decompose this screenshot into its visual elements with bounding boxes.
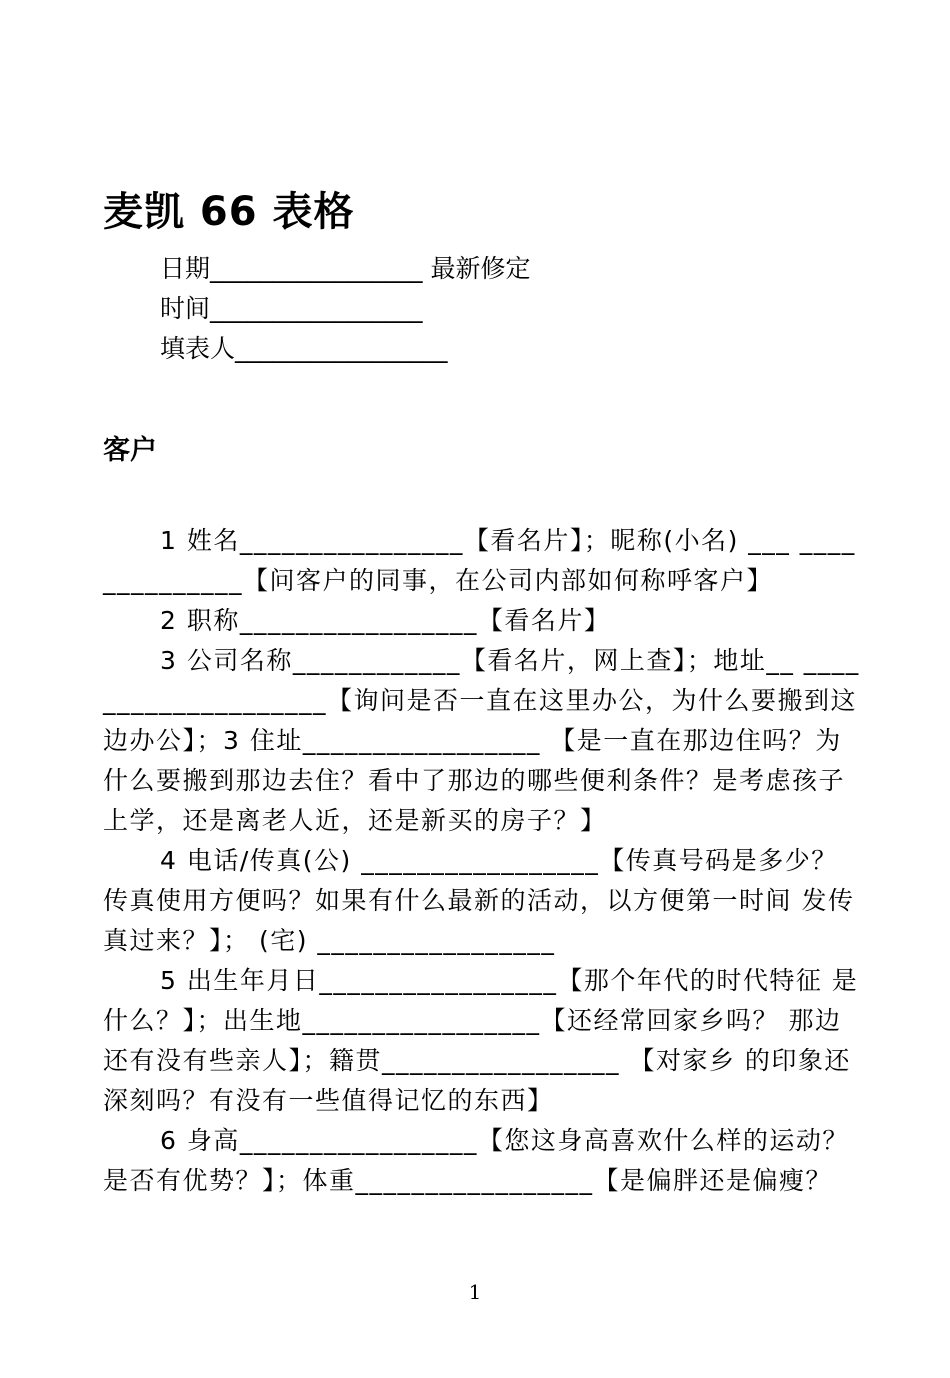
field-paragraph-name: 1 姓名________________【看名片】；昵称(小名) ___ ______________【问客户的同事，在公司内部如何称呼客户】 <box>103 526 856 595</box>
section-title: 客户 <box>103 435 157 466</box>
field-paragraph-height: 6 身高_________________【您这身高喜欢什么样的运动？ 是否有优势？】；体重_________________【是偏胖还是偏瘦？ <box>103 1126 859 1195</box>
date-field-line: 日期_________________ 最新修定 <box>160 254 531 283</box>
customer-fields <box>103 521 863 1201</box>
field-paragraph-phone: 4 电话/传真(公) _________________【传真号码是多少？传真使用方便吗？如果有什么最新的活动，以方便第一时间 发传真过来？】； (宅) _________________ <box>103 846 855 955</box>
time-field-line: 时间_________________ <box>160 294 423 323</box>
field-paragraph-birth: 5 出生年月日_________________【那个年代的时代特征 是什么？】；出生地_________________【还经常回家乡吗？ 那边还有没有些亲人】；籍贯_________________ 【对家乡 的印象还深刻吗？有没有一些值得记忆的东西】 <box>103 966 859 1115</box>
document-title: 麦凯 66 表格 <box>103 189 355 235</box>
field-paragraph-title: 2 职称_________________【看名片】 <box>160 606 611 635</box>
filler-field-line: 填表人_________________ <box>160 334 448 363</box>
page-number: 1 <box>468 1280 482 1304</box>
field-paragraph-company: 3 公司名称____________【看名片，网上查】；地址__ ____________________【询问是否一直在这里办公，为什么要搬到这边办公】；3 住址_________________ 【是一直在那边住吗？为什么要搬到那边去住？看中了那边的哪些便利条件？是考虑孩子上学，还是离老人近，还是新买的房子？】 <box>103 646 860 835</box>
